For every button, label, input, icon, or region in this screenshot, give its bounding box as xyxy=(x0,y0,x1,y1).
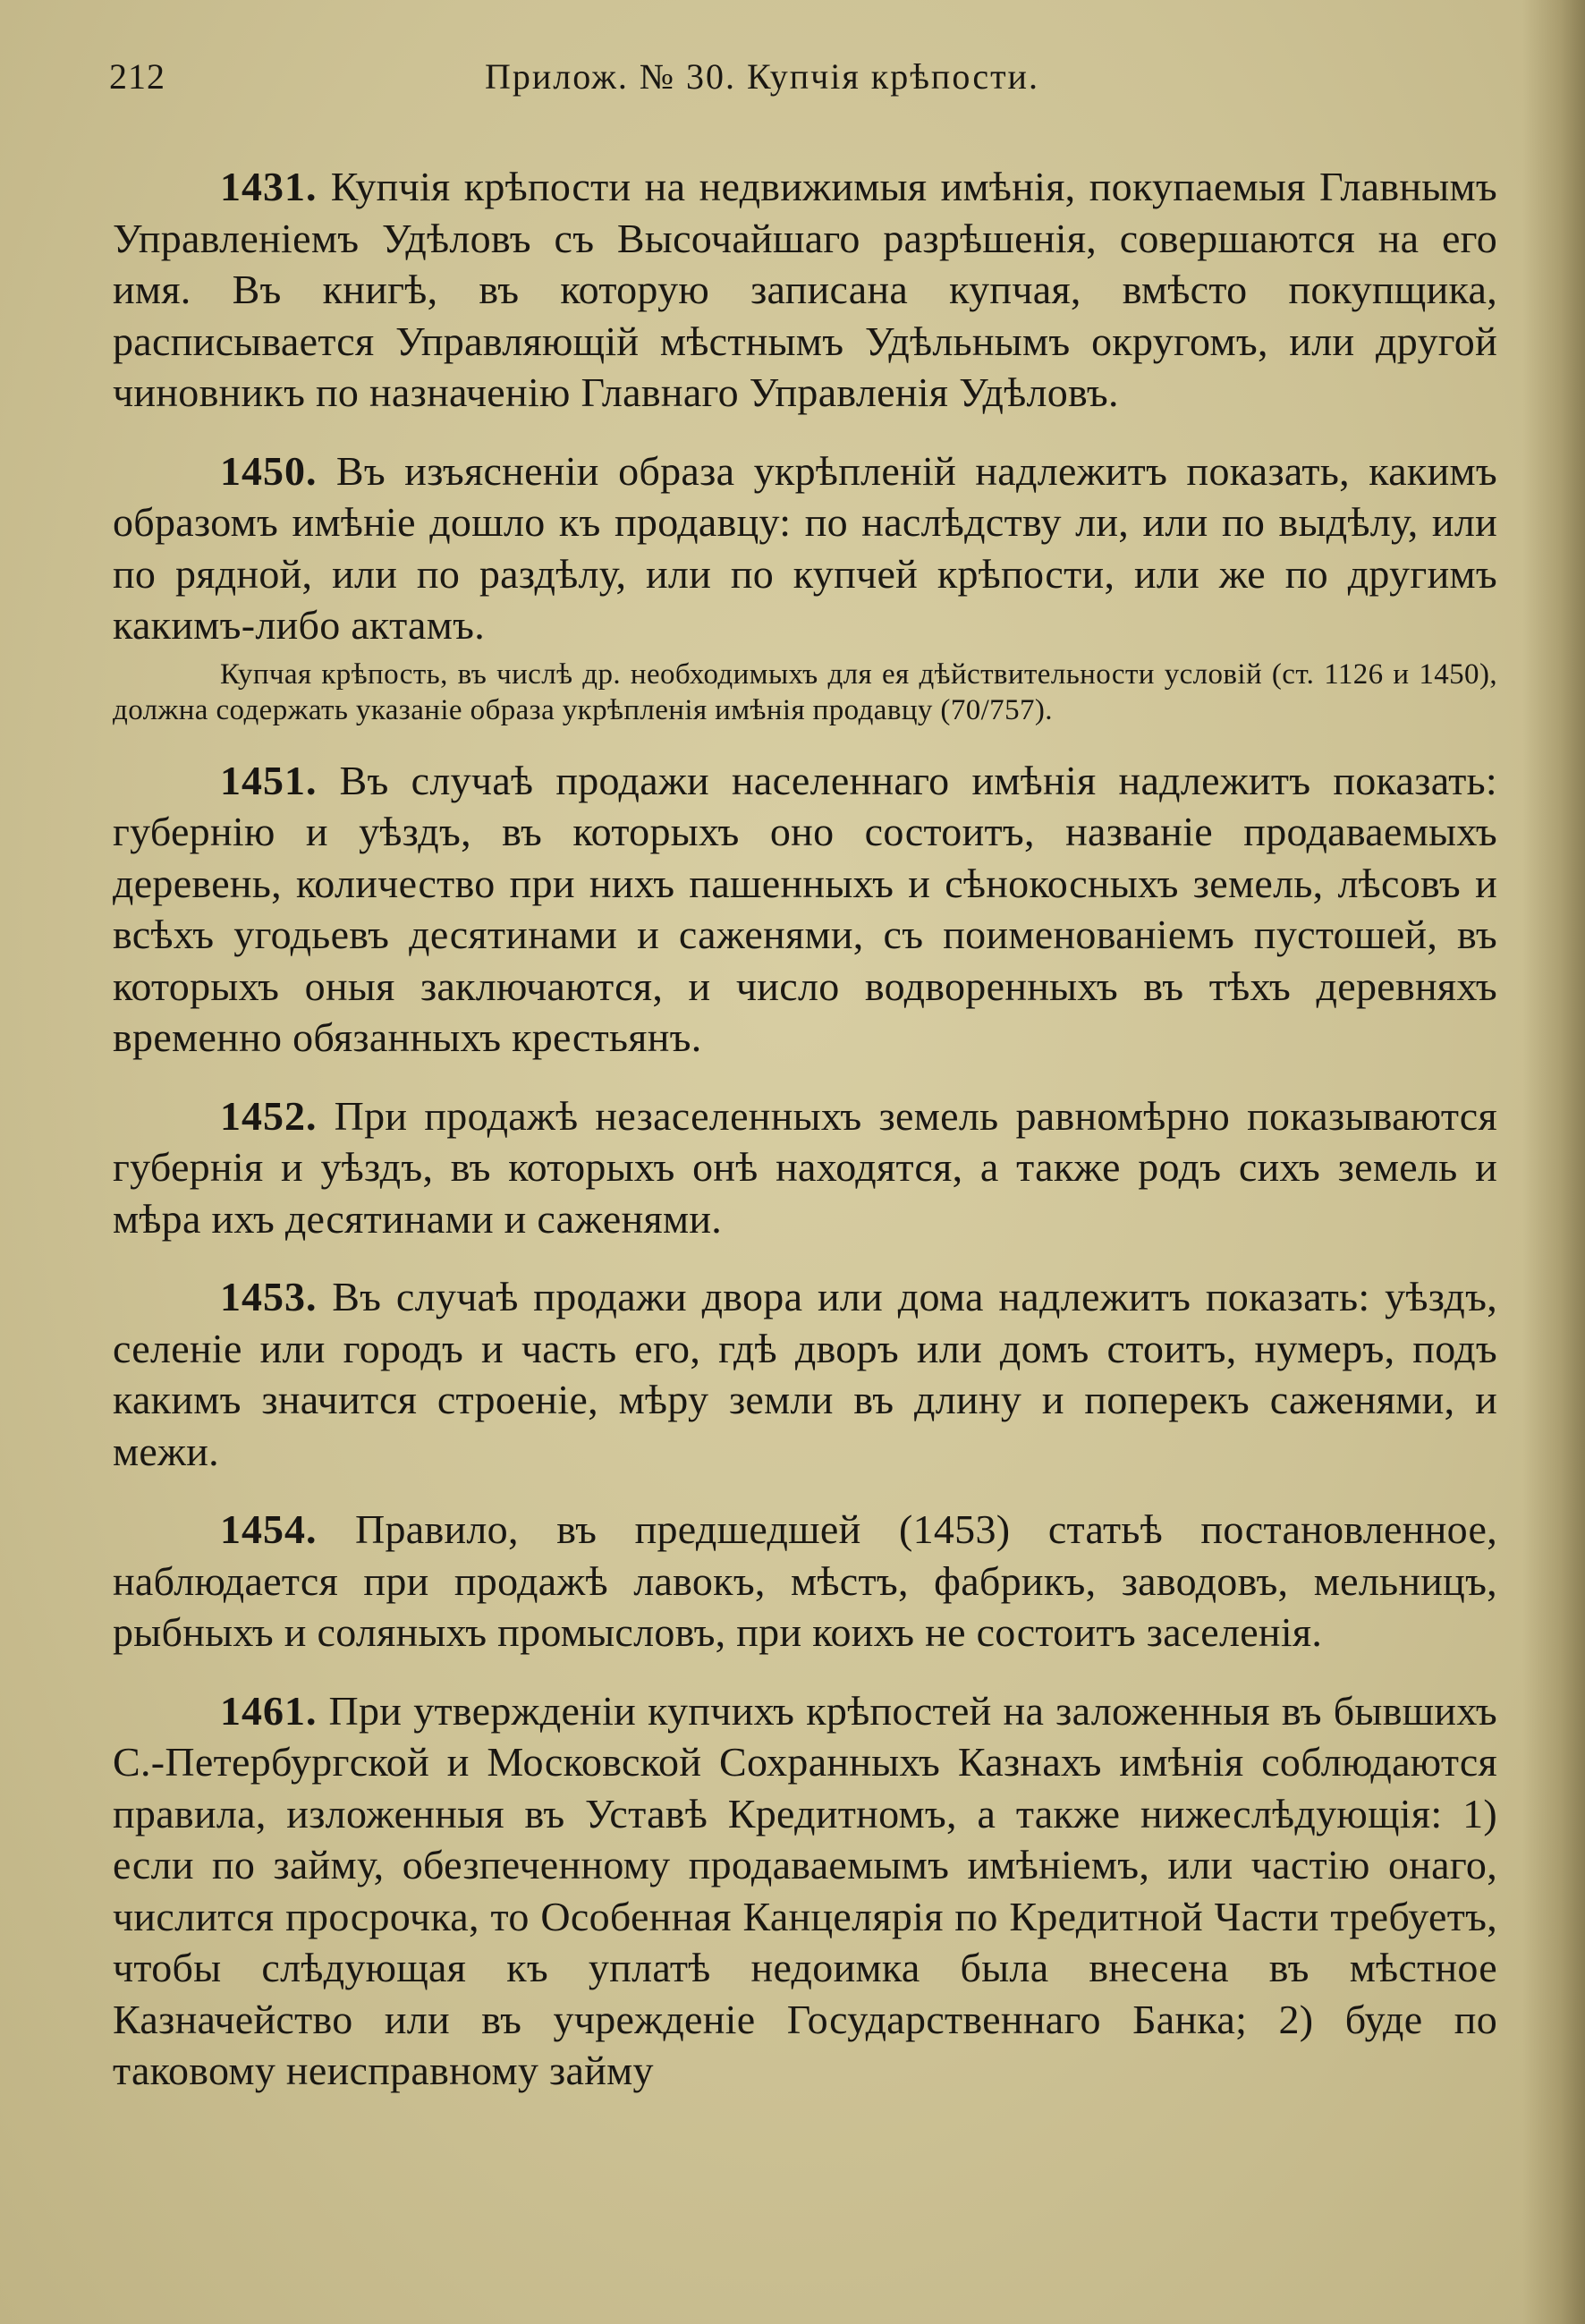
article-paragraph xyxy=(113,1271,1497,1477)
article-number: 1454. xyxy=(220,1506,318,1552)
article-text: Въ изъясненіи образа укрѣпленій надлежитъ показать, какимъ образомъ имѣніе дошло къ продавцу: по наслѣдству ли, или по выдѣлу, или по рядной, или по раздѣлу, или по купчей крѣпости, или же по другимъ какимъ-либо актамъ. xyxy=(113,447,1497,648)
page-body xyxy=(113,161,1497,2124)
article-1452 xyxy=(113,1090,1497,1245)
article-paragraph xyxy=(113,161,1497,419)
page-edge-shadow xyxy=(1522,0,1585,2324)
article-paragraph xyxy=(113,1504,1497,1658)
article-1461 xyxy=(113,1685,1497,2097)
article-1454 xyxy=(113,1504,1497,1658)
article-1450 xyxy=(113,445,1497,728)
article-number: 1461. xyxy=(220,1687,318,1734)
article-number: 1452. xyxy=(220,1092,318,1139)
article-paragraph xyxy=(113,445,1497,651)
article-paragraph xyxy=(113,1090,1497,1245)
page-number: 212 xyxy=(109,56,165,97)
article-text: При утвержденіи купчихъ крѣпостей на заложенныя въ бывшихъ С.-Петербургской и Московской Сохранныхъ Казнахъ имѣнія соблюдаются правила, изложенныя въ Уставѣ Кредитномъ, а также нижеслѣдующія: 1) если по займу, обезпеченному продаваемымъ имѣніемъ, или частію онаго, числится просрочка, то Особенная Канцелярія по Кредитной Части требуетъ, чтобы слѣдующая къ уплатѣ недоимка была внесена въ мѣстное Казначейство или въ учрежденіе Государственнаго Банка; 2) буде по таковому неисправному займу xyxy=(113,1687,1497,2093)
article-1451 xyxy=(113,755,1497,1064)
article-number: 1450. xyxy=(220,447,318,494)
article-number: 1453. xyxy=(220,1274,318,1319)
article-1431 xyxy=(113,161,1497,419)
article-1453 xyxy=(113,1271,1497,1477)
article-text: Купчія крѣпости на недвижимыя имѣнія, покупаемыя Главнымъ Управленіемъ Удѣловъ съ Высочайшаго разрѣшенія, совершаются на его имя. Въ книгѣ, въ которую записана купчая, вмѣсто покупщика, расписывается Управляющій мѣстнымъ Удѣльнымъ округомъ, или другой чиновникъ по назначенію Главнаго Управленія Удѣловъ. xyxy=(113,164,1497,415)
article-text: При продажѣ незаселенныхъ земель равномѣрно показываются губернія и уѣздъ, въ которыхъ онѣ находятся, а также родъ сихъ земель и мѣра ихъ десятинами и саженями. xyxy=(113,1092,1497,1242)
article-text: Въ случаѣ продажи населеннаго имѣнія надлежитъ показать: губернію и уѣздъ, въ которыхъ оно состоитъ, названіе продаваемыхъ деревень, количество при нихъ пашенныхъ и сѣнокосныхъ земель, лѣсовъ и всѣхъ угодьевъ десятинами и саженями, съ поименованіемъ пустошей, въ которыхъ оныя заключаются, и число водворенныхъ въ тѣхъ деревняхъ временно обязанныхъ крестьянъ. xyxy=(113,757,1497,1060)
article-number: 1431. xyxy=(220,164,318,209)
article-note: Купчая крѣпость, въ числѣ др. необходимыхъ для ея дѣйствительности условій (ст. 1126 и 1450), должна содержать указаніе образа укрѣпленія имѣнія продавцу (70/757). xyxy=(113,657,1497,726)
article-text: Правило, въ предшедшей (1453) статьѣ постановленное, наблюдается при продажѣ лавокъ, мѣстъ, фабрикъ, заводовъ, мельницъ, рыбныхъ и соляныхъ промысловъ, при коихъ не состоитъ заселенія. xyxy=(113,1506,1497,1655)
article-number: 1451. xyxy=(220,757,318,803)
running-title: Прилож. № 30. Купчія крѣпости. xyxy=(485,56,1039,97)
page-header xyxy=(109,55,1487,109)
article-paragraph xyxy=(113,1685,1497,2097)
article-paragraph xyxy=(113,755,1497,1064)
article-text: Въ случаѣ продажи двора или дома надлежитъ показать: уѣздъ, селеніе или городъ и часть его, гдѣ дворъ или домъ стоитъ, нумеръ, подъ какимъ значится строеніе, мѣру земли въ длину и поперекъ саженями, и межи. xyxy=(113,1274,1497,1474)
